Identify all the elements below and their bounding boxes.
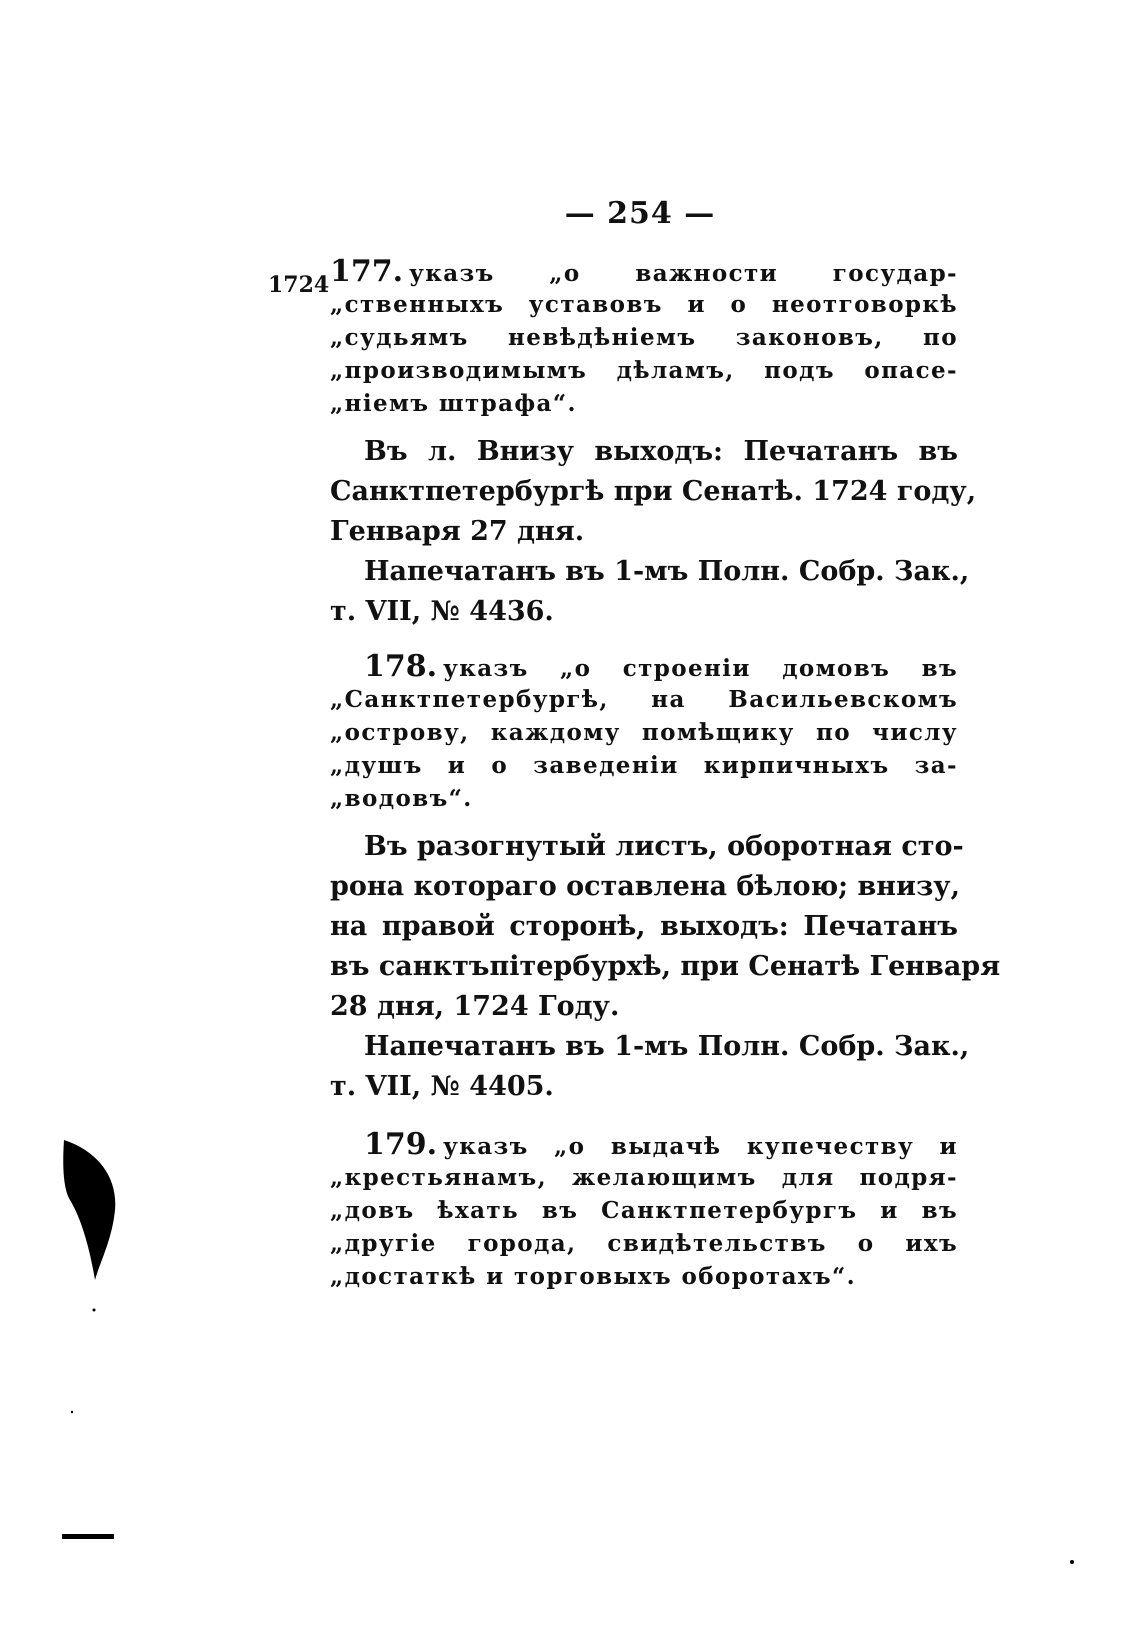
entry-title-line: „довъ ѣхать въ Санктпетербургъ и въ: [330, 1197, 958, 1224]
page-number: — 254 —: [564, 196, 716, 231]
entry-title-line: 178. указъ „о строеніи домовъ въ: [364, 649, 958, 684]
margin-year: 1724: [268, 272, 330, 298]
dot-mark: [93, 1309, 96, 1312]
paragraph-line: т. VII, № 4405.: [330, 1071, 554, 1102]
paragraph-line: т. VII, № 4436.: [330, 596, 554, 627]
paragraph-line: рона котораго оставлена бѣлою; внизу,: [330, 871, 960, 902]
entry-179: [330, 1128, 958, 1293]
entry-number: 178.: [364, 649, 438, 684]
entry-177: [330, 254, 977, 632]
entry-number: 179.: [364, 1127, 438, 1162]
entry-title-line: „острову, каждому помѣщику по числу: [330, 719, 958, 746]
entry-title-line: 179. указъ „о выдачѣ купечеству и: [364, 1127, 958, 1162]
entry-178: [330, 649, 1001, 1107]
entry-title-line: „крестьянамъ, желающимъ для подря-: [330, 1164, 958, 1191]
paragraph-line: Напечатанъ въ 1-мъ Полн. Собр. Зак.,: [364, 1031, 970, 1062]
dot-mark-right: [1070, 1560, 1074, 1564]
dot-mark: [71, 1411, 73, 1413]
entry-title-line: „судьямъ невѣдѣніемъ законовъ, по: [330, 324, 958, 351]
paragraph-line: Въ л. Внизу выходъ: Печатанъ въ: [364, 436, 958, 467]
entry-title-line: „водовъ“.: [330, 785, 473, 812]
entry-title-line: „ственныхъ уставовъ и о неотговоркѣ: [330, 291, 958, 318]
entry-title-line: „производимымъ дѣламъ, подъ опасе-: [330, 357, 958, 384]
paragraph-line: Санктпетербургѣ при Сенатѣ. 1724 году,: [330, 476, 977, 507]
scan-artifact-marks: [0, 0, 140, 1640]
entry-title-line: „душъ и о заведеніи кирпичныхъ за-: [330, 752, 958, 779]
paragraph-line: Напечатанъ въ 1-мъ Полн. Собр. Зак.,: [364, 556, 970, 587]
paragraph-line: на правой сторонѣ, выходъ: Печатанъ: [330, 911, 958, 942]
entry-title-line: „ніемъ штрафа“.: [330, 390, 577, 417]
entry-title-line: „достаткѣ и торговыхъ оборотахъ“.: [330, 1263, 857, 1290]
paragraph-line: Въ разогнутый листъ, оборотная сто-: [364, 831, 964, 862]
dash-mark: [62, 1534, 114, 1539]
entry-title-line: 177. указъ „о важности государ-: [330, 254, 958, 289]
paragraph-line: 28 дня, 1724 Году.: [330, 991, 620, 1022]
ink-blot-mark: [63, 1140, 115, 1280]
entry-title-line: „другіе города, свидѣтельствъ о ихъ: [330, 1230, 958, 1257]
entry-title-line: „Санктпетербургѣ, на Васильевскомъ: [330, 686, 958, 713]
entry-number: 177.: [330, 254, 404, 289]
paragraph-line: Генваря 27 дня.: [330, 516, 585, 547]
paragraph-line: въ санктъпітербурхѣ, при Сенатѣ Генваря: [330, 951, 1001, 982]
